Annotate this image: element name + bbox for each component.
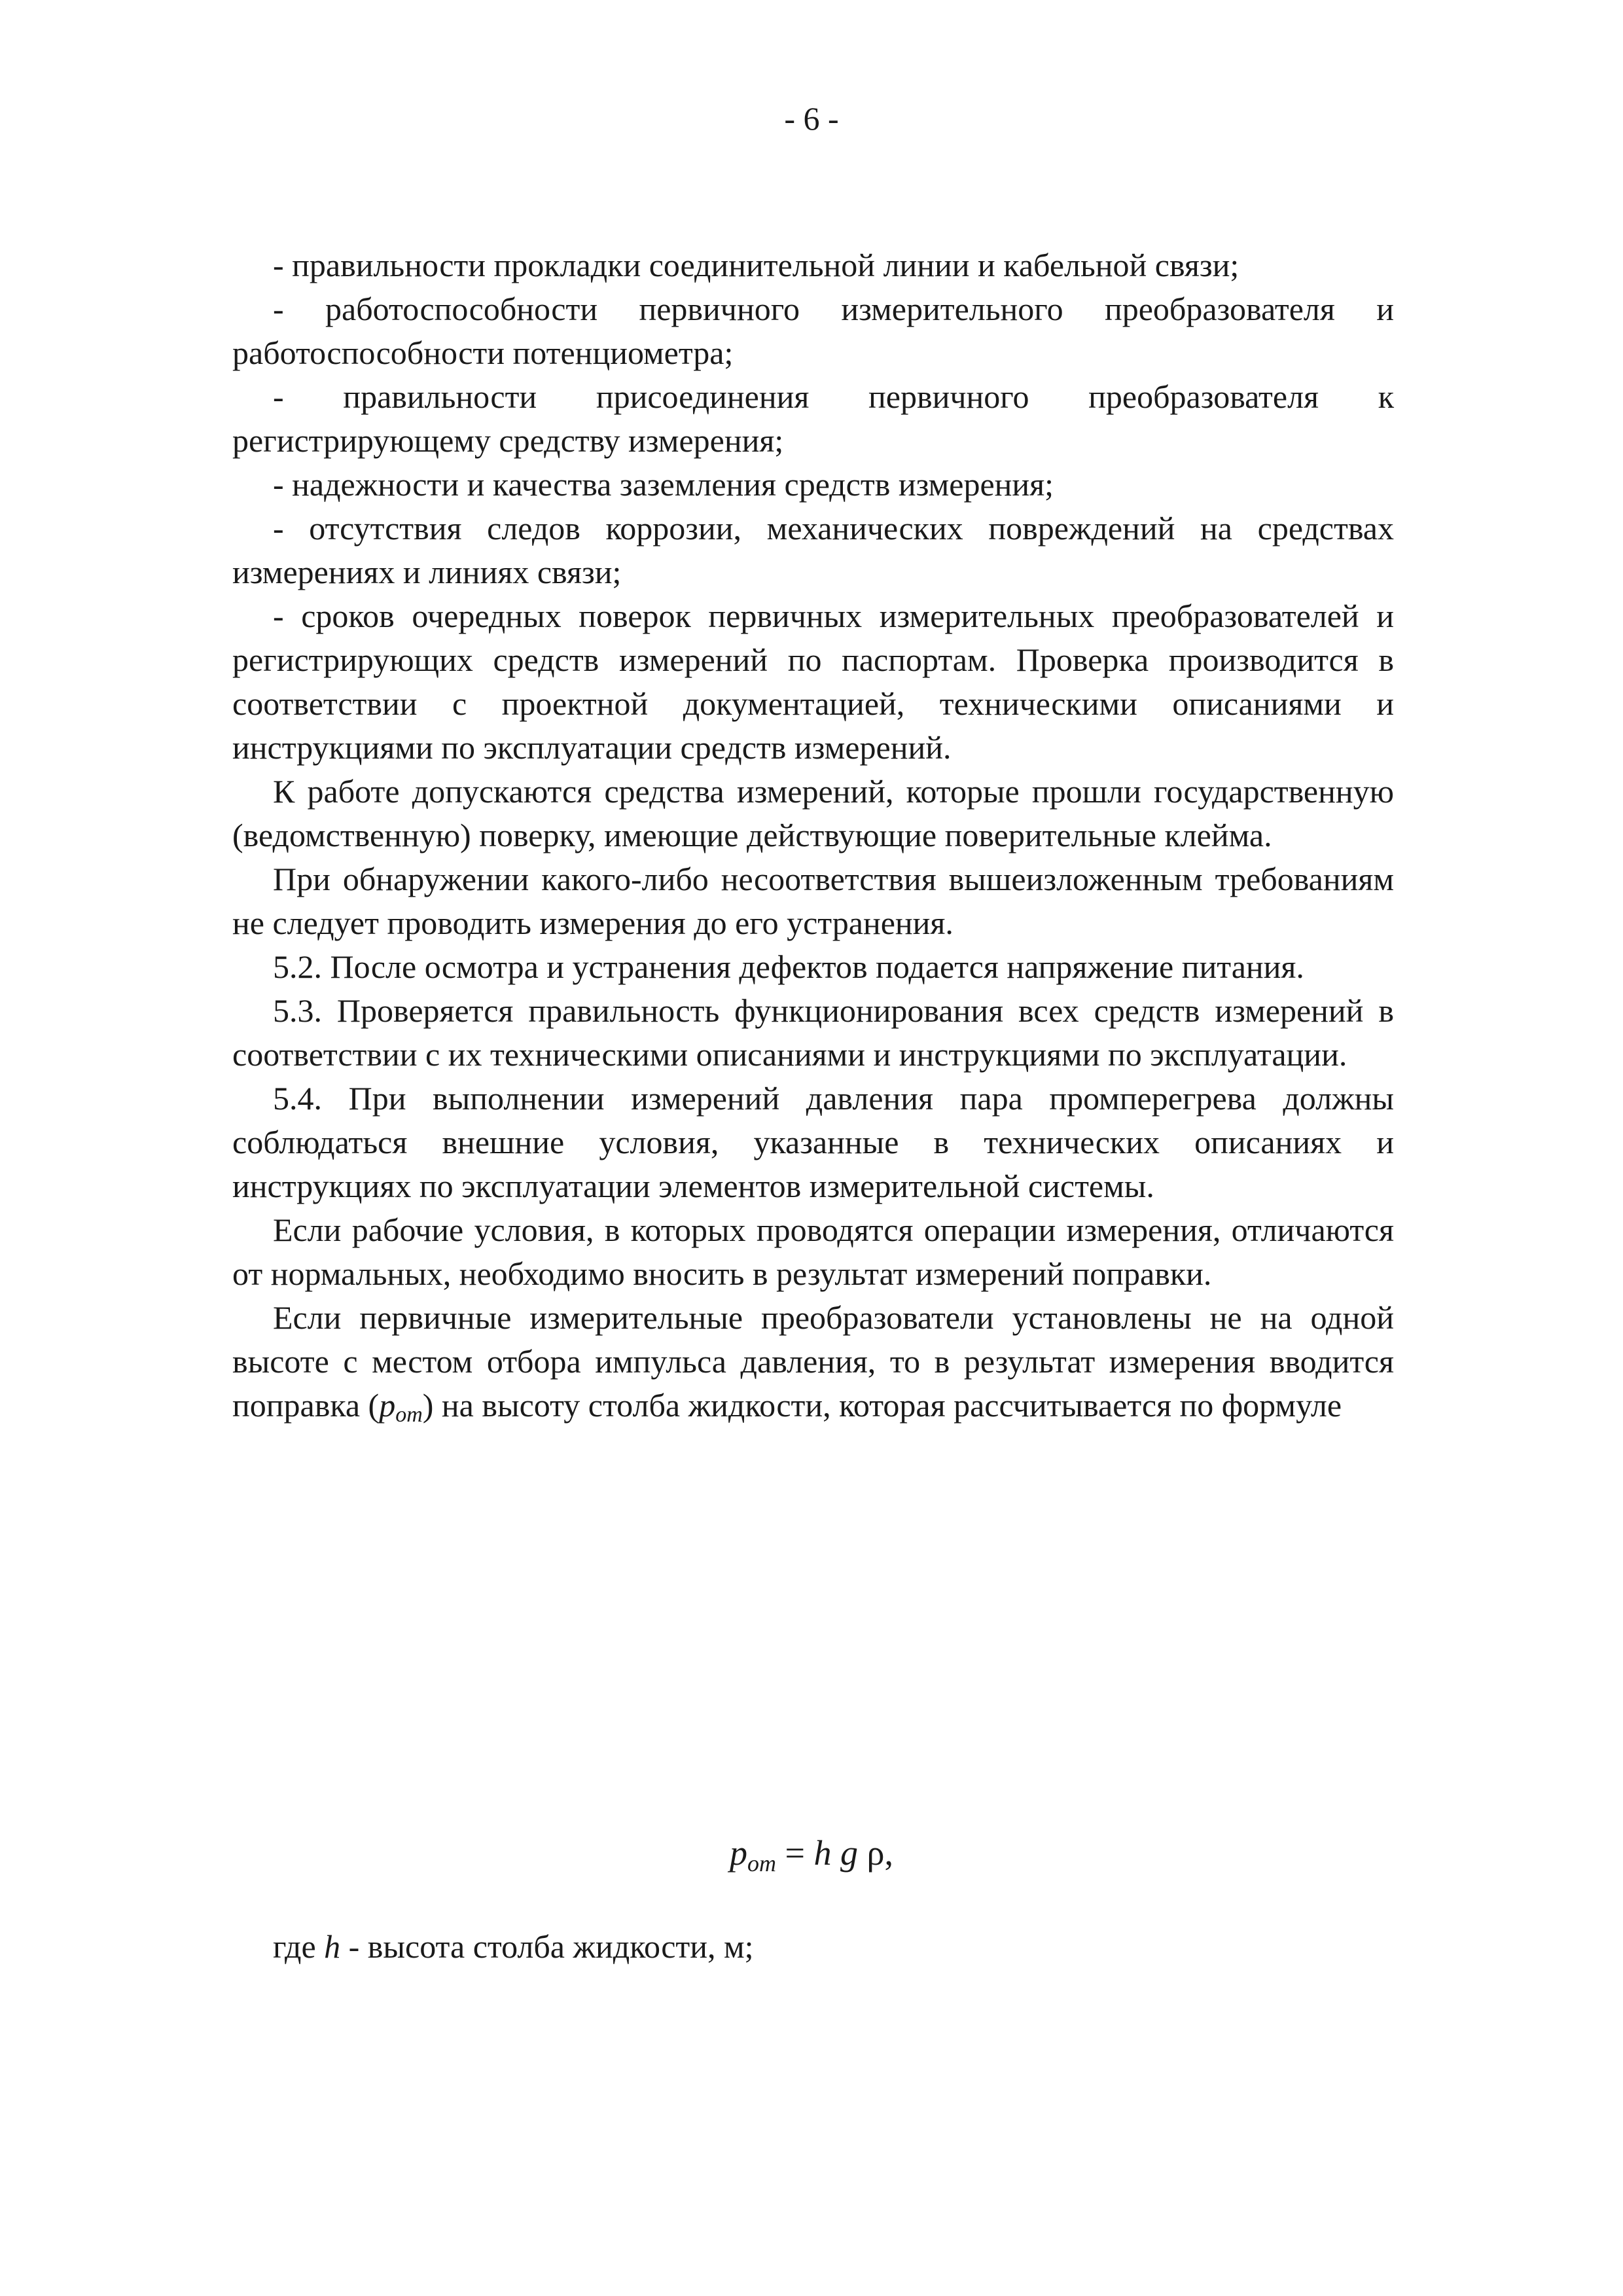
paragraph: Если рабочие условия, в которых проводятся операции измерения, отличаются от нормальных, необходимо вносить в результат измерений поправки.: [232, 1211, 1394, 1292]
formula-g: g: [840, 1833, 858, 1873]
formula-rho: ρ: [866, 1833, 885, 1873]
where-symbol: h: [324, 1928, 341, 1965]
paragraph: - отсутствия следов коррозии, механических повреждений на средствах измерениях и линиях связи;: [232, 510, 1394, 590]
paragraph: - работоспособности первичного измерительного преобразователя и работоспособности потенциометра;: [232, 291, 1394, 371]
where-text: - высота столба жидкости, м;: [340, 1928, 754, 1965]
paragraph: - правильности присоединения первичного преобразователя к регистрирующему средству измерения;: [232, 378, 1394, 459]
formula-tail: ,: [884, 1833, 893, 1873]
paragraph: 5.3. Проверяется правильность функционирования всех средств измерений в соответствии с их техническими описаниями и инструкциями по эксплуатации.: [232, 992, 1394, 1073]
correction-subscript: от: [395, 1403, 423, 1427]
formula-lhs: p: [730, 1833, 748, 1873]
paragraph: - сроков очередных поверок первичных измерительных преобразователей и регистрирующих средств измерений по паспортам. Проверка производится в соответствии с проектной документацией, техническими описаниями и инструкциями по эксплуатации средств измерений.: [232, 598, 1394, 766]
paragraph: - правильности прокладки соединительной линии и кабельной связи;: [273, 247, 1240, 283]
page-number: - 6 -: [784, 100, 839, 137]
formula-h: h: [813, 1833, 832, 1873]
correction-paragraph: [232, 1296, 1394, 1437]
formula-equals: =: [776, 1833, 814, 1873]
paragraph: - надежности и качества заземления средств измерения;: [273, 466, 1054, 503]
paragraph: 5.4. При выполнении измерений давления пара промперегрева должны соблюдаться внешние условия, указанные в технических описаниях и инструкциях по эксплуатации элементов измерительной системы.: [232, 1080, 1394, 1204]
paragraph: При обнаружении какого-либо несоответствия вышеизложенным требованиям не следует проводить измерения до его устранения.: [232, 861, 1394, 941]
paragraph: К работе допускаются средства измерений, которые прошли государственную (ведомственную) поверку, имеющие действующие поверительные клейма.: [232, 773, 1394, 853]
correction-text-before: Если первичные измерительные преобразователи установлены не на одной высоте с местом отбора импульса давления, то в результат измерения вводится поправка (: [232, 1299, 1394, 1424]
where-definition: [273, 1925, 754, 1969]
body-text: [232, 243, 1394, 1437]
correction-symbol: p: [379, 1387, 396, 1424]
where-prefix: где: [273, 1928, 325, 1965]
formula-lhs-subscript: от: [747, 1850, 777, 1876]
formula: [0, 1827, 1623, 1890]
correction-text-after: ) на высоту столба жидкости, которая рассчитывается по формуле: [422, 1387, 1342, 1424]
paragraph: 5.2. После осмотра и устранения дефектов подается напряжение питания.: [273, 948, 1304, 985]
